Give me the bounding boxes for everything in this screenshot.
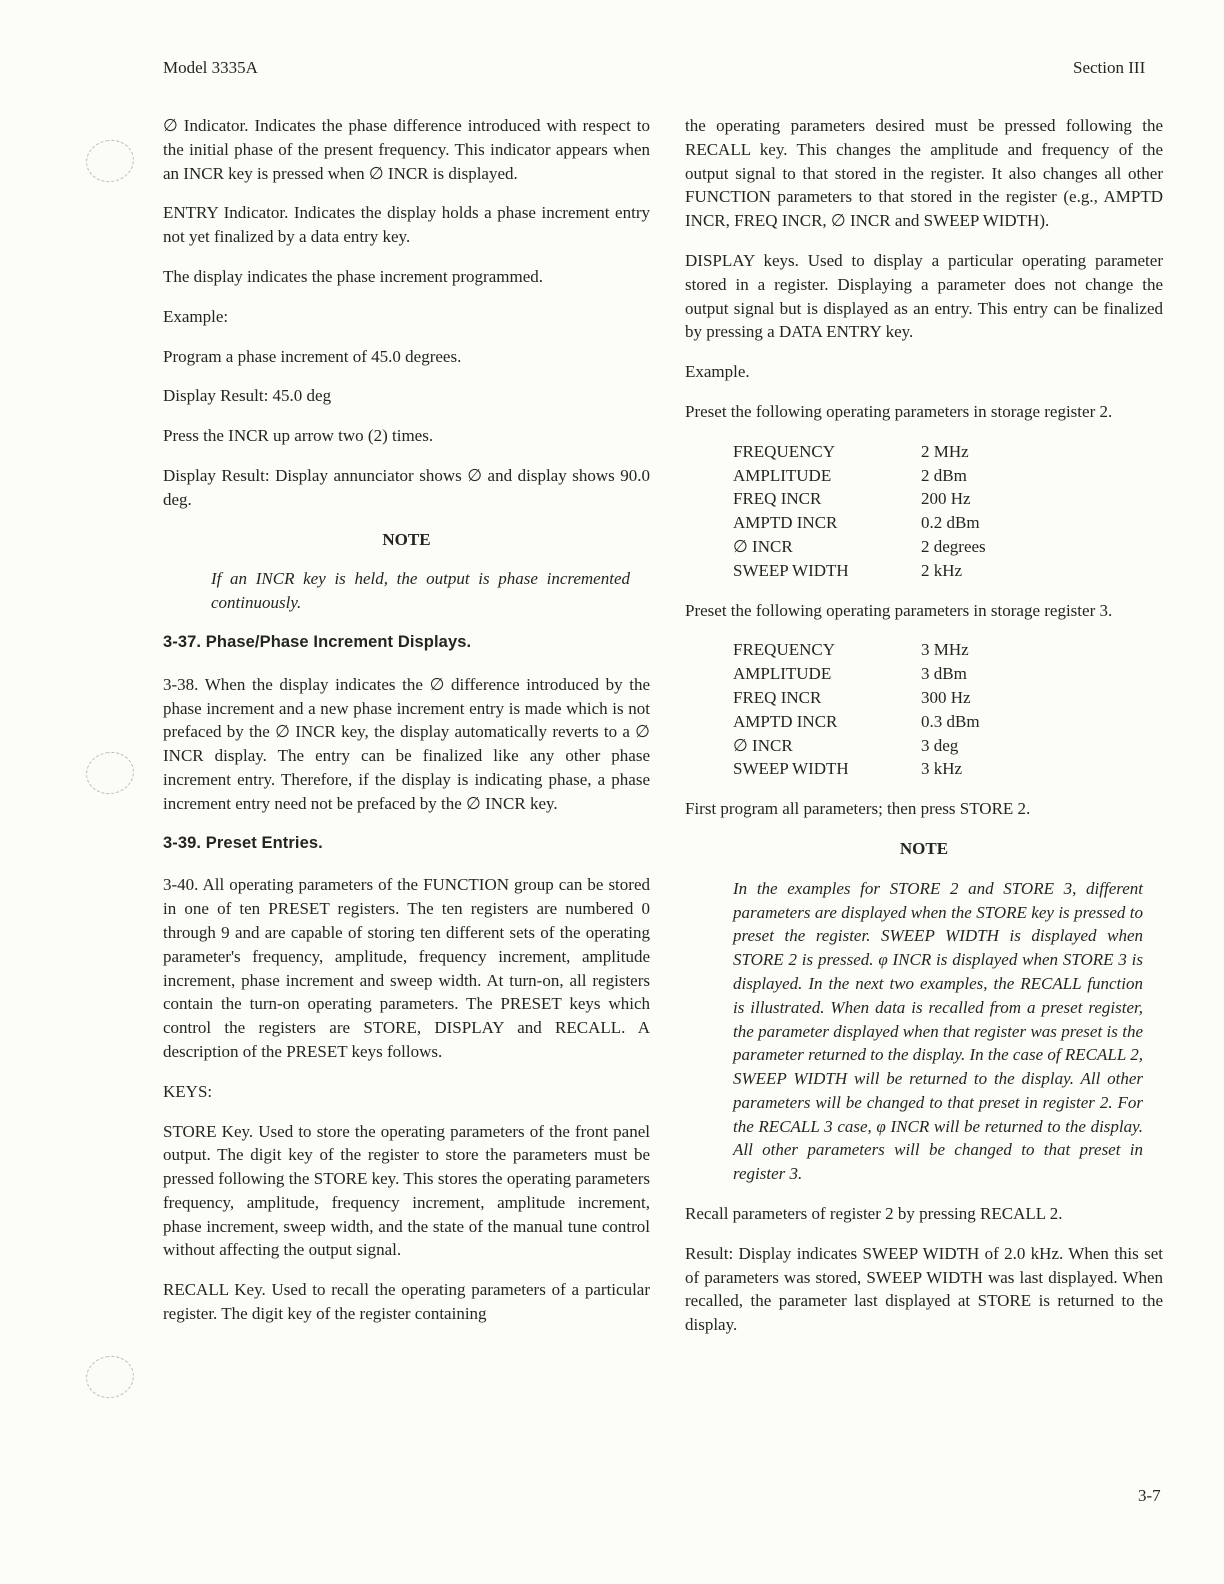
register-3-parameter-table	[733, 638, 1163, 781]
paragraph-display-result-2: Display Result: Display annunciator shows ∅ and display shows 90.0 deg.	[163, 465, 650, 509]
table-row	[733, 559, 1163, 583]
parameter-name: FREQUENCY	[733, 640, 836, 660]
paragraph-display-result-1: Display Result: 45.0 deg	[163, 386, 332, 406]
parameter-value: 200 Hz	[921, 489, 971, 509]
paragraph-press-incr: Press the INCR up arrow two (2) times.	[163, 426, 434, 446]
parameter-name: AMPTD INCR	[733, 711, 838, 731]
paragraph-entry-indicator: ENTRY Indicator. Indicates the display holds a phase increment entry not yet finalized by a data entry key.	[163, 203, 650, 247]
paragraph-preset-register-2: Preset the following operating parameters in storage register 2.	[685, 401, 1113, 421]
parameter-value: 3 dBm	[921, 664, 967, 684]
paragraph-store-key: STORE Key. Used to store the operating parameters of the front panel output. The digit key of the register to store the parameters must be pressed following the STORE key. This stores the operating parameters frequency, amplitude, frequency increment, amplitude increment, phase increment, sweep width, and the state of the manual tune control without affecting the output signal.	[163, 1121, 650, 1260]
paragraph-recall-2: Recall parameters of register 2 by pressing RECALL 2.	[685, 1204, 1063, 1224]
parameter-value: 0.3 dBm	[921, 711, 980, 731]
paragraph-recall-key: RECALL Key. Used to recall the operating parameters of a particular register. The digit key of the register containing	[163, 1280, 650, 1324]
punch-hole-middle	[83, 748, 138, 798]
paragraph-3-40: 3-40. All operating parameters of the FUNCTION group can be stored in one of ten PRESET registers. The ten registers are numbered 0 through 9 and are capable of storing ten different sets of the operating parameter's frequency, amplitude, frequency increment, amplitude increment, phase increment and sweep width. At turn-on, all registers contain the turn-on operating parameters. The PRESET keys which control the registers are STORE, DISPLAY and RECALL. A description of the PRESET keys follows.	[163, 875, 650, 1061]
table-row	[733, 535, 1163, 559]
parameter-name: AMPTD INCR	[733, 513, 838, 533]
paragraph-phase-indicator: ∅ Indicator. Indicates the phase difference introduced with respect to the initial phase of the present frequency. This indicator appears when an INCR key is pressed when ∅ INCR is displayed.	[163, 116, 650, 183]
parameter-name: FREQ INCR	[733, 489, 822, 509]
table-row	[733, 710, 1163, 734]
table-row	[733, 757, 1163, 781]
section-heading-3-37: 3-37. Phase/Phase Increment Displays.	[163, 632, 472, 651]
parameter-name: ∅ INCR	[733, 536, 793, 556]
table-row	[733, 638, 1163, 662]
paragraph-preset-register-3: Preset the following operating parameters in storage register 3.	[685, 600, 1113, 620]
example-label: Example:	[163, 306, 229, 326]
header-model-number: Model 3335A	[163, 58, 258, 77]
parameter-value: 3 MHz	[921, 640, 969, 660]
table-row	[733, 511, 1163, 535]
parameter-name: FREQ INCR	[733, 687, 822, 707]
keys-label: KEYS:	[163, 1081, 213, 1101]
parameter-name: AMPLITUDE	[733, 465, 832, 485]
note-text: If an INCR key is held, the output is phase incremented continuously.	[211, 569, 630, 613]
register-2-parameter-table	[733, 440, 1163, 583]
paragraph-recall-key-continued: the operating parameters desired must be pressed following the RECALL key. This changes the amplitude and frequency of the output signal to that stored in the register. It also changes all other FUNCTION parameters to that stored in the register (e.g., AMPTD INCR, FREQ INCR, ∅ INCR and SWEEP WIDTH).	[685, 116, 1163, 231]
note-heading: NOTE	[899, 838, 949, 858]
punch-hole-bottom	[83, 1352, 138, 1402]
parameter-name: FREQUENCY	[733, 441, 836, 461]
punch-hole-top	[83, 136, 138, 186]
parameter-name: SWEEP WIDTH	[733, 759, 849, 779]
parameter-value: 2 kHz	[921, 560, 963, 580]
page-number: 3-7	[1138, 1486, 1161, 1505]
section-heading-3-39: 3-39. Preset Entries.	[163, 833, 323, 852]
right-column	[685, 114, 1163, 1353]
paragraph-3-38: 3-38. When the display indicates the ∅ difference introduced by the phase increment and a new phase increment entry is made which is not prefaced by the ∅ INCR key, the display automatically reverts to a ∅ INCR display. The entry can be finalized like any other phase increment entry. Therefore, if the display is indicating phase, a phase increment entry need not be prefaced by the ∅ INCR key.	[163, 674, 650, 813]
paragraph-display-increment: The display indicates the phase increment programmed.	[163, 266, 544, 286]
table-row	[733, 686, 1163, 710]
paragraph-program-increment: Program a phase increment of 45.0 degrees.	[163, 346, 462, 366]
note-heading: NOTE	[382, 529, 431, 549]
table-row	[733, 440, 1163, 464]
parameter-value: 2 MHz	[921, 441, 969, 461]
parameter-name: SWEEP WIDTH	[733, 560, 849, 580]
table-row	[733, 662, 1163, 686]
paragraph-first-program: First program all parameters; then press STORE 2.	[685, 799, 1031, 819]
parameter-name: AMPLITUDE	[733, 664, 832, 684]
paragraph-display-keys: DISPLAY keys. Used to display a particular operating parameter stored in a register. Displaying a parameter does not change the output signal but is displayed as an entry. This entry can be finalized by pressing a DATA ENTRY key.	[685, 250, 1163, 342]
table-row	[733, 487, 1163, 511]
header-section-label: Section III	[1073, 58, 1146, 77]
table-row	[733, 464, 1163, 488]
parameter-value: 300 Hz	[921, 687, 971, 707]
example-label: Example.	[685, 362, 750, 382]
parameter-value: 3 deg	[921, 735, 959, 755]
parameter-value: 2 dBm	[921, 465, 967, 485]
parameter-value: 0.2 dBm	[921, 513, 980, 533]
parameter-name: ∅ INCR	[733, 735, 793, 755]
paragraph-result: Result: Display indicates SWEEP WIDTH of 2.0 kHz. When this set of parameters was stored, SWEEP WIDTH was last displayed. When recalled, the parameter last displayed at STORE is returned to the display.	[685, 1243, 1163, 1335]
parameter-value: 2 degrees	[921, 536, 986, 556]
left-column	[163, 114, 650, 1342]
note-text: In the examples for STORE 2 and STORE 3, different parameters are displayed when the STORE key is pressed to preset the register. SWEEP WIDTH is displayed when STORE 2 is pressed. φ INCR is displayed when STORE 3 is displayed. In the next two examples, the RECALL function is illustrated. When data is recalled from a preset register, the parameter displayed when that register was preset is the parameter returned to the display. In the case of RECALL 2, SWEEP WIDTH will be returned to the display. All other parameters will be changed to that preset in register 2. For the RECALL 3 case, φ INCR will be returned to the display. All other parameters will be changed to that preset in register 3.	[733, 878, 1143, 1184]
table-row	[733, 734, 1163, 758]
parameter-value: 3 kHz	[921, 759, 963, 779]
